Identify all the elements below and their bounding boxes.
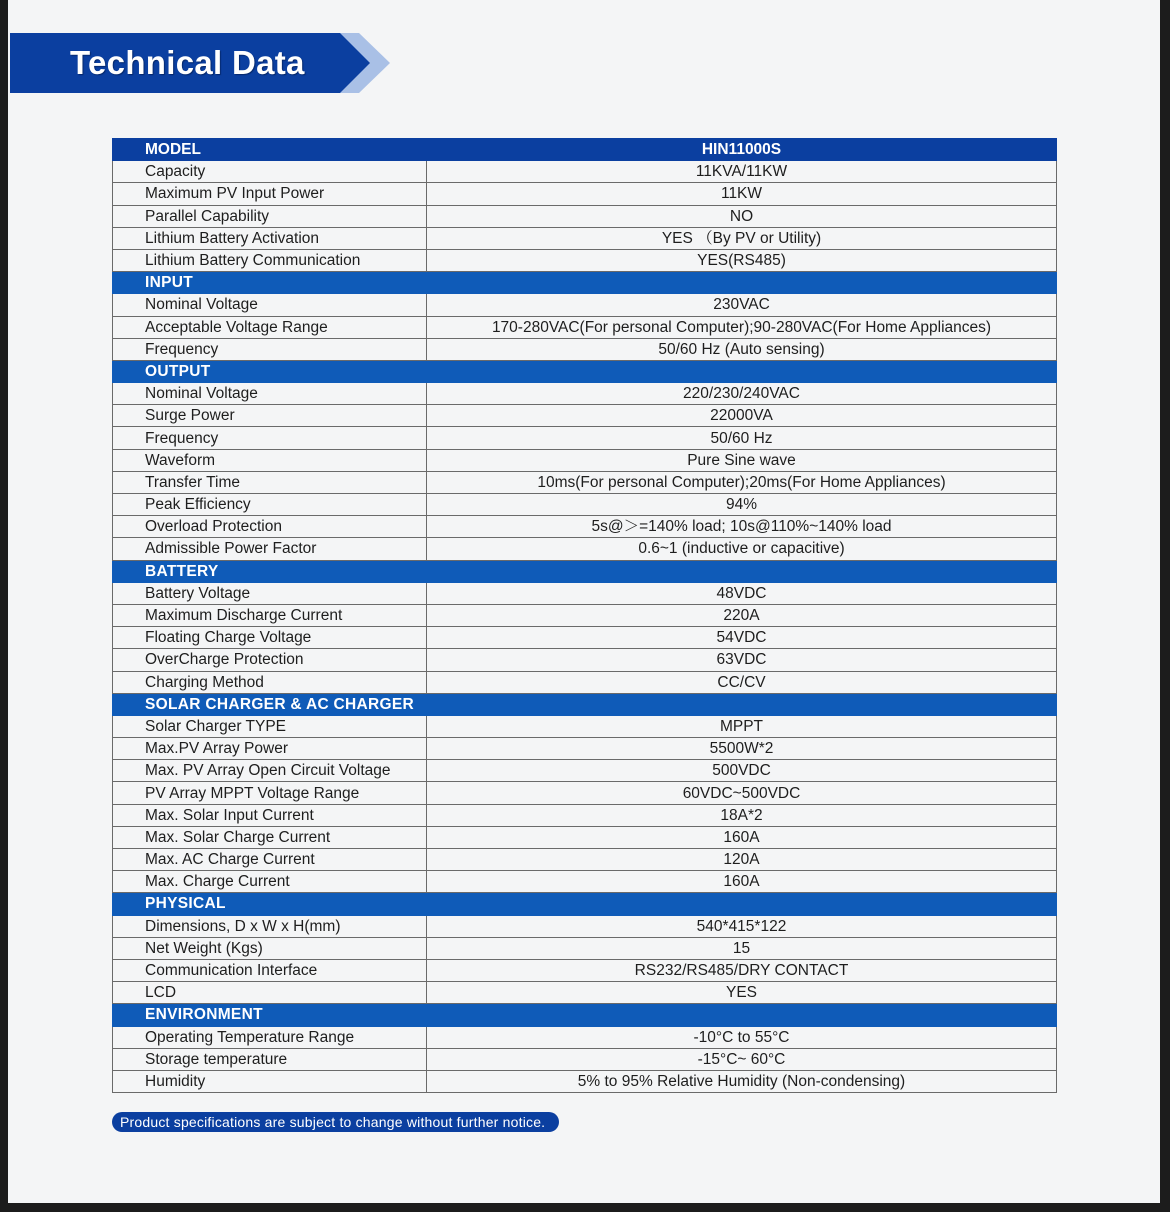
spec-sheet — [8, 0, 1160, 1203]
table-row — [113, 1026, 1057, 1048]
spec-label: Parallel Capability — [113, 205, 427, 227]
table-row — [113, 405, 1057, 427]
table-row — [113, 249, 1057, 271]
spec-label: Lithium Battery Activation — [113, 227, 427, 249]
spec-label: LCD — [113, 982, 427, 1004]
table-row — [113, 227, 1057, 249]
spec-value: 18A*2 — [427, 804, 1057, 826]
spec-value: 50/60 Hz — [427, 427, 1057, 449]
spec-value: RS232/RS485/DRY CONTACT — [427, 959, 1057, 981]
spec-value: YES(RS485) — [427, 249, 1057, 271]
spec-value: 94% — [427, 494, 1057, 516]
table-row — [113, 471, 1057, 493]
table-row — [113, 849, 1057, 871]
spec-label: Battery Voltage — [113, 582, 427, 604]
spec-value: 0.6~1 (inductive or capacitive) — [427, 538, 1057, 560]
spec-label: Maximum PV Input Power — [113, 183, 427, 205]
table-row — [113, 494, 1057, 516]
table-row — [113, 804, 1057, 826]
table-row — [113, 338, 1057, 360]
spec-value: 60VDC~500VDC — [427, 782, 1057, 804]
spec-value: 160A — [427, 826, 1057, 848]
spec-value: 63VDC — [427, 649, 1057, 671]
section-header-row — [113, 272, 1057, 294]
spec-label: Transfer Time — [113, 471, 427, 493]
spec-label: Operating Temperature Range — [113, 1026, 427, 1048]
spec-value: 5500W*2 — [427, 738, 1057, 760]
spec-value: 11KW — [427, 183, 1057, 205]
table-row — [113, 738, 1057, 760]
table-row — [113, 316, 1057, 338]
spec-label: Overload Protection — [113, 516, 427, 538]
spec-label: Acceptable Voltage Range — [113, 316, 427, 338]
table-row — [113, 715, 1057, 737]
table-row — [113, 538, 1057, 560]
spec-label: Nominal Voltage — [113, 383, 427, 405]
model-header-row — [113, 139, 1057, 161]
spec-label: Maximum Discharge Current — [113, 604, 427, 626]
table-row — [113, 516, 1057, 538]
section-title: ENVIRONMENT — [113, 1004, 1057, 1026]
spec-label: Charging Method — [113, 671, 427, 693]
table-row — [113, 183, 1057, 205]
spec-label: Max. PV Array Open Circuit Voltage — [113, 760, 427, 782]
spec-label: Surge Power — [113, 405, 427, 427]
table-row — [113, 782, 1057, 804]
table-row — [113, 582, 1057, 604]
spec-value: MPPT — [427, 715, 1057, 737]
section-title: OUTPUT — [113, 360, 1057, 382]
spec-label: Solar Charger TYPE — [113, 715, 427, 737]
spec-value: YES — [427, 982, 1057, 1004]
spec-value: 5% to 95% Relative Humidity (Non-condensing) — [427, 1070, 1057, 1092]
table-row — [113, 604, 1057, 626]
table-row — [113, 161, 1057, 183]
spec-label: Net Weight (Kgs) — [113, 937, 427, 959]
table-row — [113, 383, 1057, 405]
spec-value: 220/230/240VAC — [427, 383, 1057, 405]
table-row — [113, 915, 1057, 937]
section-header-row — [113, 360, 1057, 382]
section-title: INPUT — [113, 272, 1057, 294]
spec-value: 160A — [427, 871, 1057, 893]
spec-value: 540*415*122 — [427, 915, 1057, 937]
spec-label: Frequency — [113, 338, 427, 360]
technical-data-table — [112, 138, 1057, 1093]
spec-value: 220A — [427, 604, 1057, 626]
spec-value: CC/CV — [427, 671, 1057, 693]
section-title: PHYSICAL — [113, 893, 1057, 915]
table-row — [113, 760, 1057, 782]
spec-label: Dimensions, D x W x H(mm) — [113, 915, 427, 937]
spec-value: NO — [427, 205, 1057, 227]
spec-label: Humidity — [113, 1070, 427, 1092]
table-row — [113, 671, 1057, 693]
page-title: Technical Data — [70, 44, 305, 81]
spec-label: Admissible Power Factor — [113, 538, 427, 560]
spec-value: 5s@＞=140% load; 10s@110%~140% load — [427, 516, 1057, 538]
section-title: SOLAR CHARGER & AC CHARGER — [113, 693, 1057, 715]
spec-label: Storage temperature — [113, 1048, 427, 1070]
spec-value: 48VDC — [427, 582, 1057, 604]
disclaimer-badge: Product specifications are subject to change without further notice. — [112, 1112, 559, 1132]
spec-value: 500VDC — [427, 760, 1057, 782]
table-row — [113, 959, 1057, 981]
spec-value: YES （By PV or Utility) — [427, 227, 1057, 249]
table-row — [113, 937, 1057, 959]
section-title: BATTERY — [113, 560, 1057, 582]
section-header-row — [113, 693, 1057, 715]
section-header-row — [113, 893, 1057, 915]
section-header-row — [113, 1004, 1057, 1026]
spec-label: Communication Interface — [113, 959, 427, 981]
table-row — [113, 294, 1057, 316]
spec-label: Max. AC Charge Current — [113, 849, 427, 871]
table-row — [113, 1070, 1057, 1092]
spec-value: 170-280VAC(For personal Computer);90-280VAC(For Home Appliances) — [427, 316, 1057, 338]
spec-label: Lithium Battery Communication — [113, 249, 427, 271]
spec-label: OverCharge Protection — [113, 649, 427, 671]
table-row — [113, 982, 1057, 1004]
table-row — [113, 627, 1057, 649]
spec-label: Nominal Voltage — [113, 294, 427, 316]
spec-value: Pure Sine wave — [427, 449, 1057, 471]
spec-label: Max. Solar Charge Current — [113, 826, 427, 848]
model-value: HIN11000S — [427, 139, 1057, 161]
table-row — [113, 427, 1057, 449]
spec-label: PV Array MPPT Voltage Range — [113, 782, 427, 804]
spec-value: 50/60 Hz (Auto sensing) — [427, 338, 1057, 360]
spec-label: Max.PV Array Power — [113, 738, 427, 760]
spec-label: Max. Charge Current — [113, 871, 427, 893]
spec-label: Floating Charge Voltage — [113, 627, 427, 649]
table-row — [113, 449, 1057, 471]
spec-value: 15 — [427, 937, 1057, 959]
title-banner — [10, 33, 390, 93]
table-row — [113, 205, 1057, 227]
table-row — [113, 1048, 1057, 1070]
spec-value: 120A — [427, 849, 1057, 871]
section-header-row — [113, 560, 1057, 582]
spec-value: 54VDC — [427, 627, 1057, 649]
spec-label: Peak Efficiency — [113, 494, 427, 516]
spec-label: Capacity — [113, 161, 427, 183]
table-row — [113, 649, 1057, 671]
model-label: MODEL — [113, 139, 427, 161]
spec-value: 230VAC — [427, 294, 1057, 316]
spec-value: 11KVA/11KW — [427, 161, 1057, 183]
spec-value: -10°C to 55°C — [427, 1026, 1057, 1048]
spec-label: Frequency — [113, 427, 427, 449]
table-row — [113, 871, 1057, 893]
spec-value: -15°C~ 60°C — [427, 1048, 1057, 1070]
spec-label: Waveform — [113, 449, 427, 471]
spec-value: 10ms(For personal Computer);20ms(For Home Appliances) — [427, 471, 1057, 493]
spec-label: Max. Solar Input Current — [113, 804, 427, 826]
table-row — [113, 826, 1057, 848]
spec-value: 22000VA — [427, 405, 1057, 427]
